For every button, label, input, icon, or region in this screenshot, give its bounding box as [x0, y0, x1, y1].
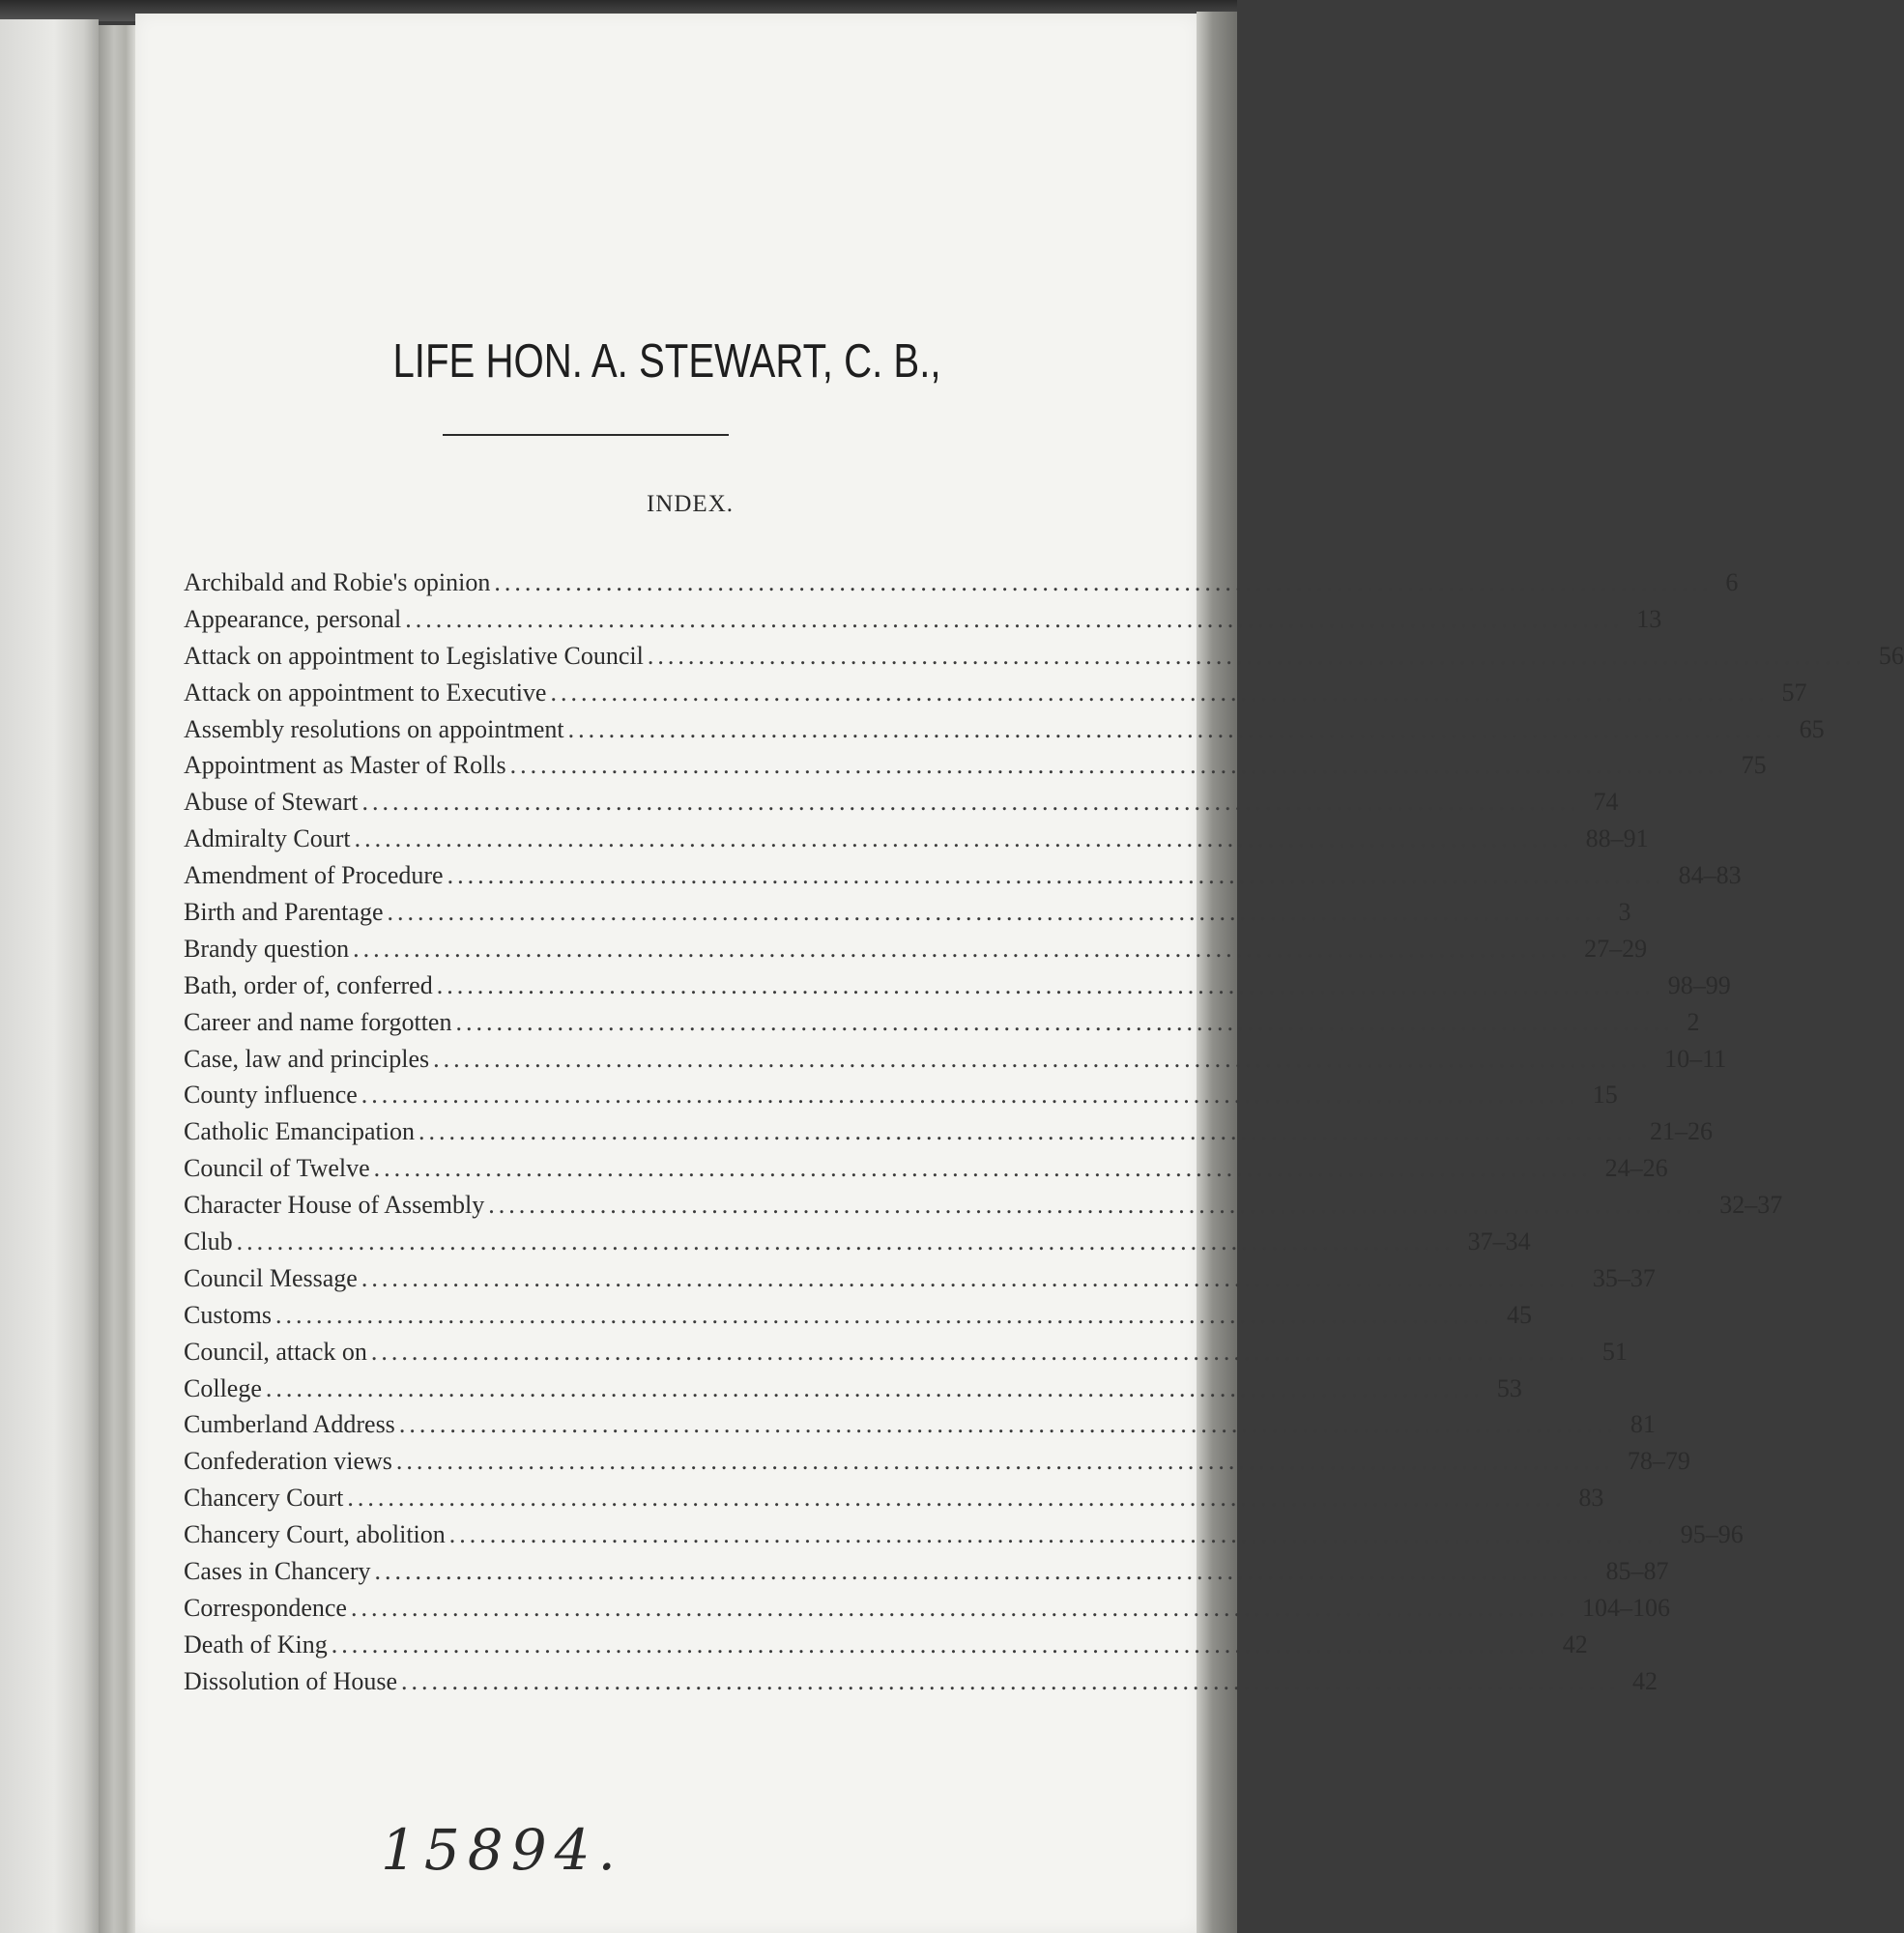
entry-label: Cases in Chancery [184, 1557, 371, 1586]
entry-label: Brandy question [184, 934, 350, 963]
entry-page: 42 [1562, 1630, 1588, 1659]
index-entry [184, 1334, 1628, 1370]
leader-dots: ........................................................................................................................ [331, 1630, 1549, 1659]
entry-label: Career and name forgotten [184, 1007, 452, 1036]
entry-label: Chancery Court [184, 1484, 344, 1513]
entry-label: Attack on appointment to Executive [184, 678, 547, 707]
page-title: LIFE HON. A. STEWART, C. B., [392, 335, 941, 388]
leader-dots: ........................................................................................................................ [395, 1447, 1614, 1476]
entry-page: 85–87 [1605, 1557, 1669, 1586]
entry-label: College [184, 1373, 262, 1402]
leader-dots: ........................................................................................................................ [347, 1484, 1566, 1513]
leader-dots: ........................................................................................................................ [647, 641, 1865, 670]
entry-page: 81 [1630, 1410, 1656, 1439]
book-gutter [99, 25, 137, 1933]
leader-dots: ........................................................................................................................ [361, 1263, 1579, 1292]
index-entry [184, 1443, 1690, 1480]
entry-label: Abuse of Stewart [184, 788, 359, 817]
index-entry [184, 564, 1739, 601]
entry-label: Archibald and Robie's opinion [184, 568, 491, 596]
leader-dots: ........................................................................................................................ [354, 824, 1572, 853]
handwritten-note: 15894. [381, 1817, 623, 1883]
entry-label: Chancery Court, abolition [184, 1520, 446, 1549]
entry-page: 74 [1593, 788, 1619, 817]
entry-label: Appearance, personal [184, 604, 402, 633]
leader-dots: ........................................................................................................................ [567, 714, 1786, 743]
leader-dots: ........................................................................................................................ [398, 1410, 1617, 1439]
entry-label: Confederation views [184, 1447, 392, 1476]
entry-label: Admiralty Court [184, 824, 351, 853]
index-entry [184, 857, 1742, 894]
entry-label: Correspondence [184, 1593, 347, 1622]
leader-dots: ........................................................................................................................ [373, 1154, 1592, 1183]
index-list [184, 564, 1904, 1700]
entry-label: Case, law and principles [184, 1044, 430, 1073]
entry-page: 57 [1781, 678, 1807, 707]
leader-dots: ........................................................................................................................ [488, 1191, 1707, 1220]
leader-dots: ........................................................................................................................ [447, 861, 1665, 890]
entry-page: 10–11 [1664, 1044, 1727, 1073]
entry-label: Council, attack on [184, 1337, 367, 1366]
entry-page: 75 [1741, 751, 1767, 780]
index-entry [184, 711, 1825, 748]
entry-page: 21–26 [1650, 1117, 1713, 1146]
entry-page: 53 [1496, 1373, 1522, 1402]
entry-label: Attack on appointment to Legislative Council [184, 641, 644, 670]
index-entry [184, 1370, 1522, 1407]
index-entry [184, 1077, 1618, 1113]
index-entry [184, 1553, 1669, 1590]
leader-dots: ........................................................................................................................ [387, 898, 1605, 927]
leader-dots: ........................................................................................................................ [401, 1666, 1619, 1695]
index-entry [184, 784, 1619, 821]
entry-label: Amendment of Procedure [184, 861, 444, 890]
index-heading: INDEX. [646, 491, 734, 517]
leader-dots: ........................................................................................................................ [361, 1081, 1579, 1110]
index-entry [184, 1187, 1783, 1224]
leader-dots: ........................................................................................................................ [550, 678, 1769, 707]
entry-page: 78–79 [1627, 1447, 1690, 1476]
entry-label: Council Message [184, 1263, 358, 1292]
leader-dots: ........................................................................................................................ [370, 1337, 1589, 1366]
leader-dots: ........................................................................................................................ [265, 1373, 1484, 1402]
entry-page: 104–106 [1581, 1593, 1670, 1622]
index-entry [184, 1113, 1713, 1150]
entry-label: Catholic Emancipation [184, 1117, 415, 1146]
entry-label: Death of King [184, 1630, 328, 1659]
entry-page: 56 [1878, 641, 1904, 670]
index-entry [184, 1590, 1670, 1627]
entry-label: Customs [184, 1300, 273, 1329]
leader-dots: ........................................................................................................................ [275, 1300, 1494, 1329]
entry-page: 83 [1578, 1484, 1604, 1513]
entry-label: Birth and Parentage [184, 898, 384, 927]
index-entry [184, 601, 1662, 638]
leader-dots: ........................................................................................................................ [433, 1044, 1652, 1073]
index-entry [184, 1516, 1744, 1553]
leader-dots: ........................................................................................................................ [350, 1593, 1569, 1622]
entry-page: 2 [1687, 1007, 1700, 1036]
facing-page [0, 19, 99, 1933]
index-entry [184, 1150, 1668, 1187]
entry-label: Council of Twelve [184, 1154, 370, 1183]
leader-dots: ........................................................................................................................ [455, 1007, 1674, 1036]
entry-label: County influence [184, 1081, 358, 1110]
entry-page: 95–96 [1680, 1520, 1744, 1549]
leader-dots: ........................................................................................................................ [436, 970, 1655, 999]
entry-page: 37–34 [1467, 1227, 1531, 1256]
index-entry [184, 1224, 1531, 1260]
index-entry [184, 1297, 1533, 1334]
entry-page: 3 [1618, 898, 1631, 927]
title-rule [443, 434, 729, 436]
leader-dots: ........................................................................................................................ [361, 788, 1580, 817]
entry-page: 6 [1725, 568, 1739, 596]
index-entry [184, 1480, 1604, 1516]
entry-page: 42 [1632, 1666, 1658, 1695]
entry-label: Character House of Assembly [184, 1191, 485, 1220]
leader-dots: ........................................................................................................................ [448, 1520, 1667, 1549]
index-entry [184, 967, 1731, 1004]
entry-label: Club [184, 1227, 233, 1256]
entry-page: 32–37 [1719, 1191, 1783, 1220]
entry-page: 24–26 [1604, 1154, 1668, 1183]
leader-dots: ........................................................................................................................ [509, 751, 1728, 780]
entry-page: 27–29 [1584, 934, 1648, 963]
index-entry [184, 638, 1904, 675]
index-entry [184, 931, 1648, 967]
entry-page: 84–83 [1678, 861, 1742, 890]
leader-dots: ........................................................................................................................ [418, 1117, 1636, 1146]
leader-dots: ........................................................................................................................ [374, 1557, 1593, 1586]
entry-page: 88–91 [1585, 824, 1649, 853]
index-entry [184, 1041, 1727, 1078]
entry-page: 51 [1601, 1337, 1628, 1366]
entry-label: Cumberland Address [184, 1410, 395, 1439]
entry-page: 65 [1799, 714, 1825, 743]
entry-label: Dissolution of House [184, 1666, 397, 1695]
leader-dots: ........................................................................................................................ [494, 568, 1713, 596]
index-entry [184, 675, 1807, 711]
index-entry [184, 1004, 1700, 1041]
index-entry [184, 894, 1631, 931]
entry-page: 15 [1592, 1081, 1618, 1110]
index-entry [184, 1260, 1656, 1297]
entry-label: Bath, order of, conferred [184, 970, 433, 999]
entry-label: Assembly resolutions on appointment [184, 714, 564, 743]
leader-dots: ........................................................................................................................ [353, 934, 1572, 963]
entry-page: 45 [1507, 1300, 1533, 1329]
index-entry [184, 1627, 1588, 1663]
leader-dots: ........................................................................................................................ [405, 604, 1624, 633]
entry-label: Appointment as Master of Rolls [184, 751, 506, 780]
index-entry [184, 821, 1649, 857]
leader-dots: ........................................................................................................................ [236, 1227, 1455, 1256]
entry-page: 98–99 [1667, 970, 1731, 999]
entry-page: 13 [1636, 604, 1662, 633]
index-entry [184, 1406, 1656, 1443]
index-entry [184, 1663, 1658, 1700]
entry-page: 35–37 [1592, 1263, 1656, 1292]
index-entry [184, 747, 1767, 784]
